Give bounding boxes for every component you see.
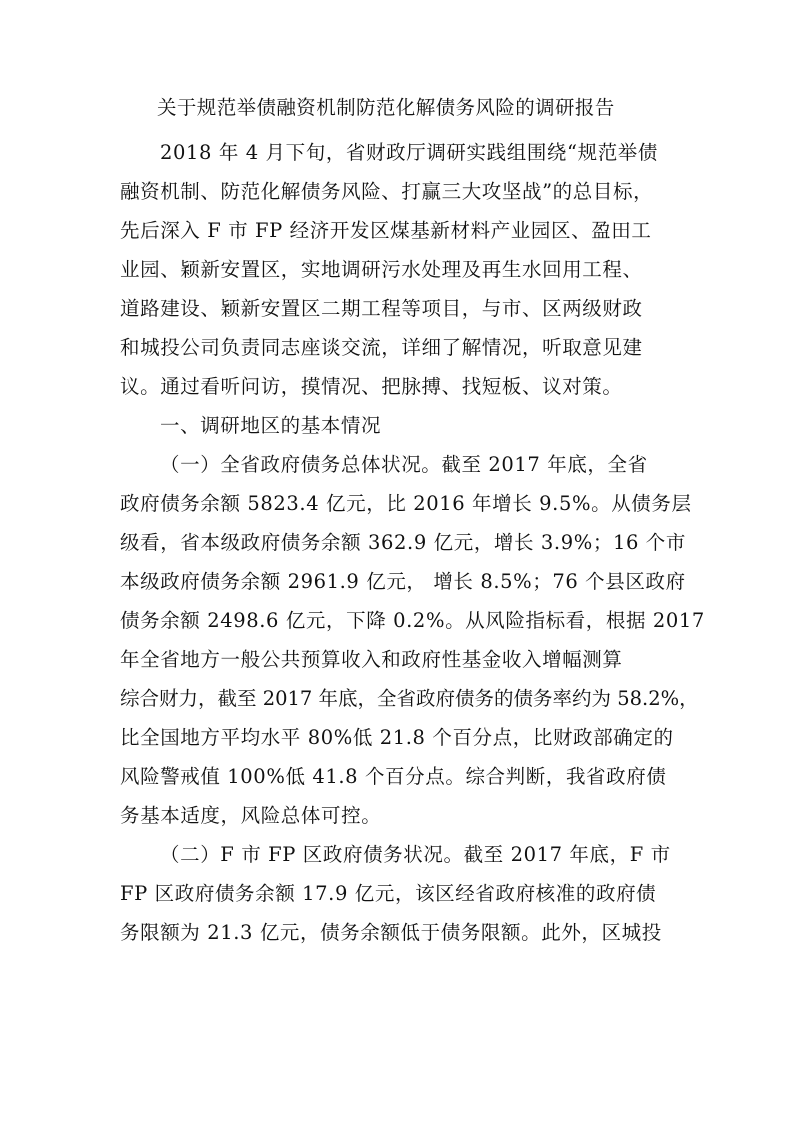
section-heading-1: 一、调研地区的基本情况 — [160, 414, 382, 437]
paragraph-line-7: 议。通过看听问访，摸情况、把脉搏、找短板、议对策。 — [120, 375, 623, 398]
paragraph-line-1: 2018 年 4 月下旬，省财政厅调研实践组围绕“规范举债 — [160, 141, 658, 164]
paragraph-line-15: 综合财力，截至 2017 年底，全省政府债务的债务率约为 58.2%， — [120, 687, 699, 710]
paragraph-line-17: 风险警戒值 100%低 41.8 个百分点。综合判断，我省政府债 — [120, 765, 667, 788]
paragraph-line-9: （一）全省政府债务总体状况。截至 2017 年底，全省 — [160, 453, 648, 476]
page-title: 关于规范举债融资机制防范化解债务风险的调研报告 — [157, 96, 615, 119]
paragraph-line-21: 务限额为 21.3 亿元，债务余额低于债务限额。此外，区城投 — [120, 921, 662, 944]
paragraph-line-6: 和城投公司负责同志座谈交流，详细了解情况，听取意见建 — [120, 336, 643, 359]
paragraph-line-18: 务基本适度，风险总体可控。 — [120, 804, 382, 827]
paragraph-line-13: 债务余额 2498.6 亿元，下降 0.2%。从风险指标看，根据 2017 — [120, 609, 705, 632]
paragraph-line-10: 政府债务余额 5823.4 亿元，比 2016 年增长 9.5%。从债务层 — [120, 492, 692, 515]
paragraph-line-12: 本级政府债务余额 2961.9 亿元， 增长 8.5%；76 个县区政府 — [120, 570, 686, 593]
paragraph-line-5: 道路建设、颖新安置区二期工程等项目，与市、区两级财政 — [120, 297, 643, 320]
paragraph-line-19: （二）F 市 FP 区政府债务状况。截至 2017 年底，F 市 — [160, 843, 671, 866]
paragraph-line-14: 年全省地方一般公共预算收入和政府性基金收入增幅测算 — [120, 648, 623, 671]
paragraph-line-11: 级看，省本级政府债务余额 362.9 亿元，增长 3.9%；16 个市 — [120, 531, 686, 554]
paragraph-line-3: 先后深入 F 市 FP 经济开发区煤基新材料产业园区、盈田工 — [120, 219, 652, 242]
paragraph-line-20: FP 区政府债务余额 17.9 亿元，该区经省政府核准的政府债 — [120, 882, 657, 905]
paragraph-line-4: 业园、颖新安置区，实地调研污水处理及再生水回用工程、 — [120, 258, 643, 281]
paragraph-line-16: 比全国地方平均水平 80%低 21.8 个百分点，比财政部确定的 — [120, 726, 674, 749]
paragraph-line-2: 融资机制、防范化解债务风险、打赢三大攻坚战”的总目标， — [120, 180, 654, 203]
